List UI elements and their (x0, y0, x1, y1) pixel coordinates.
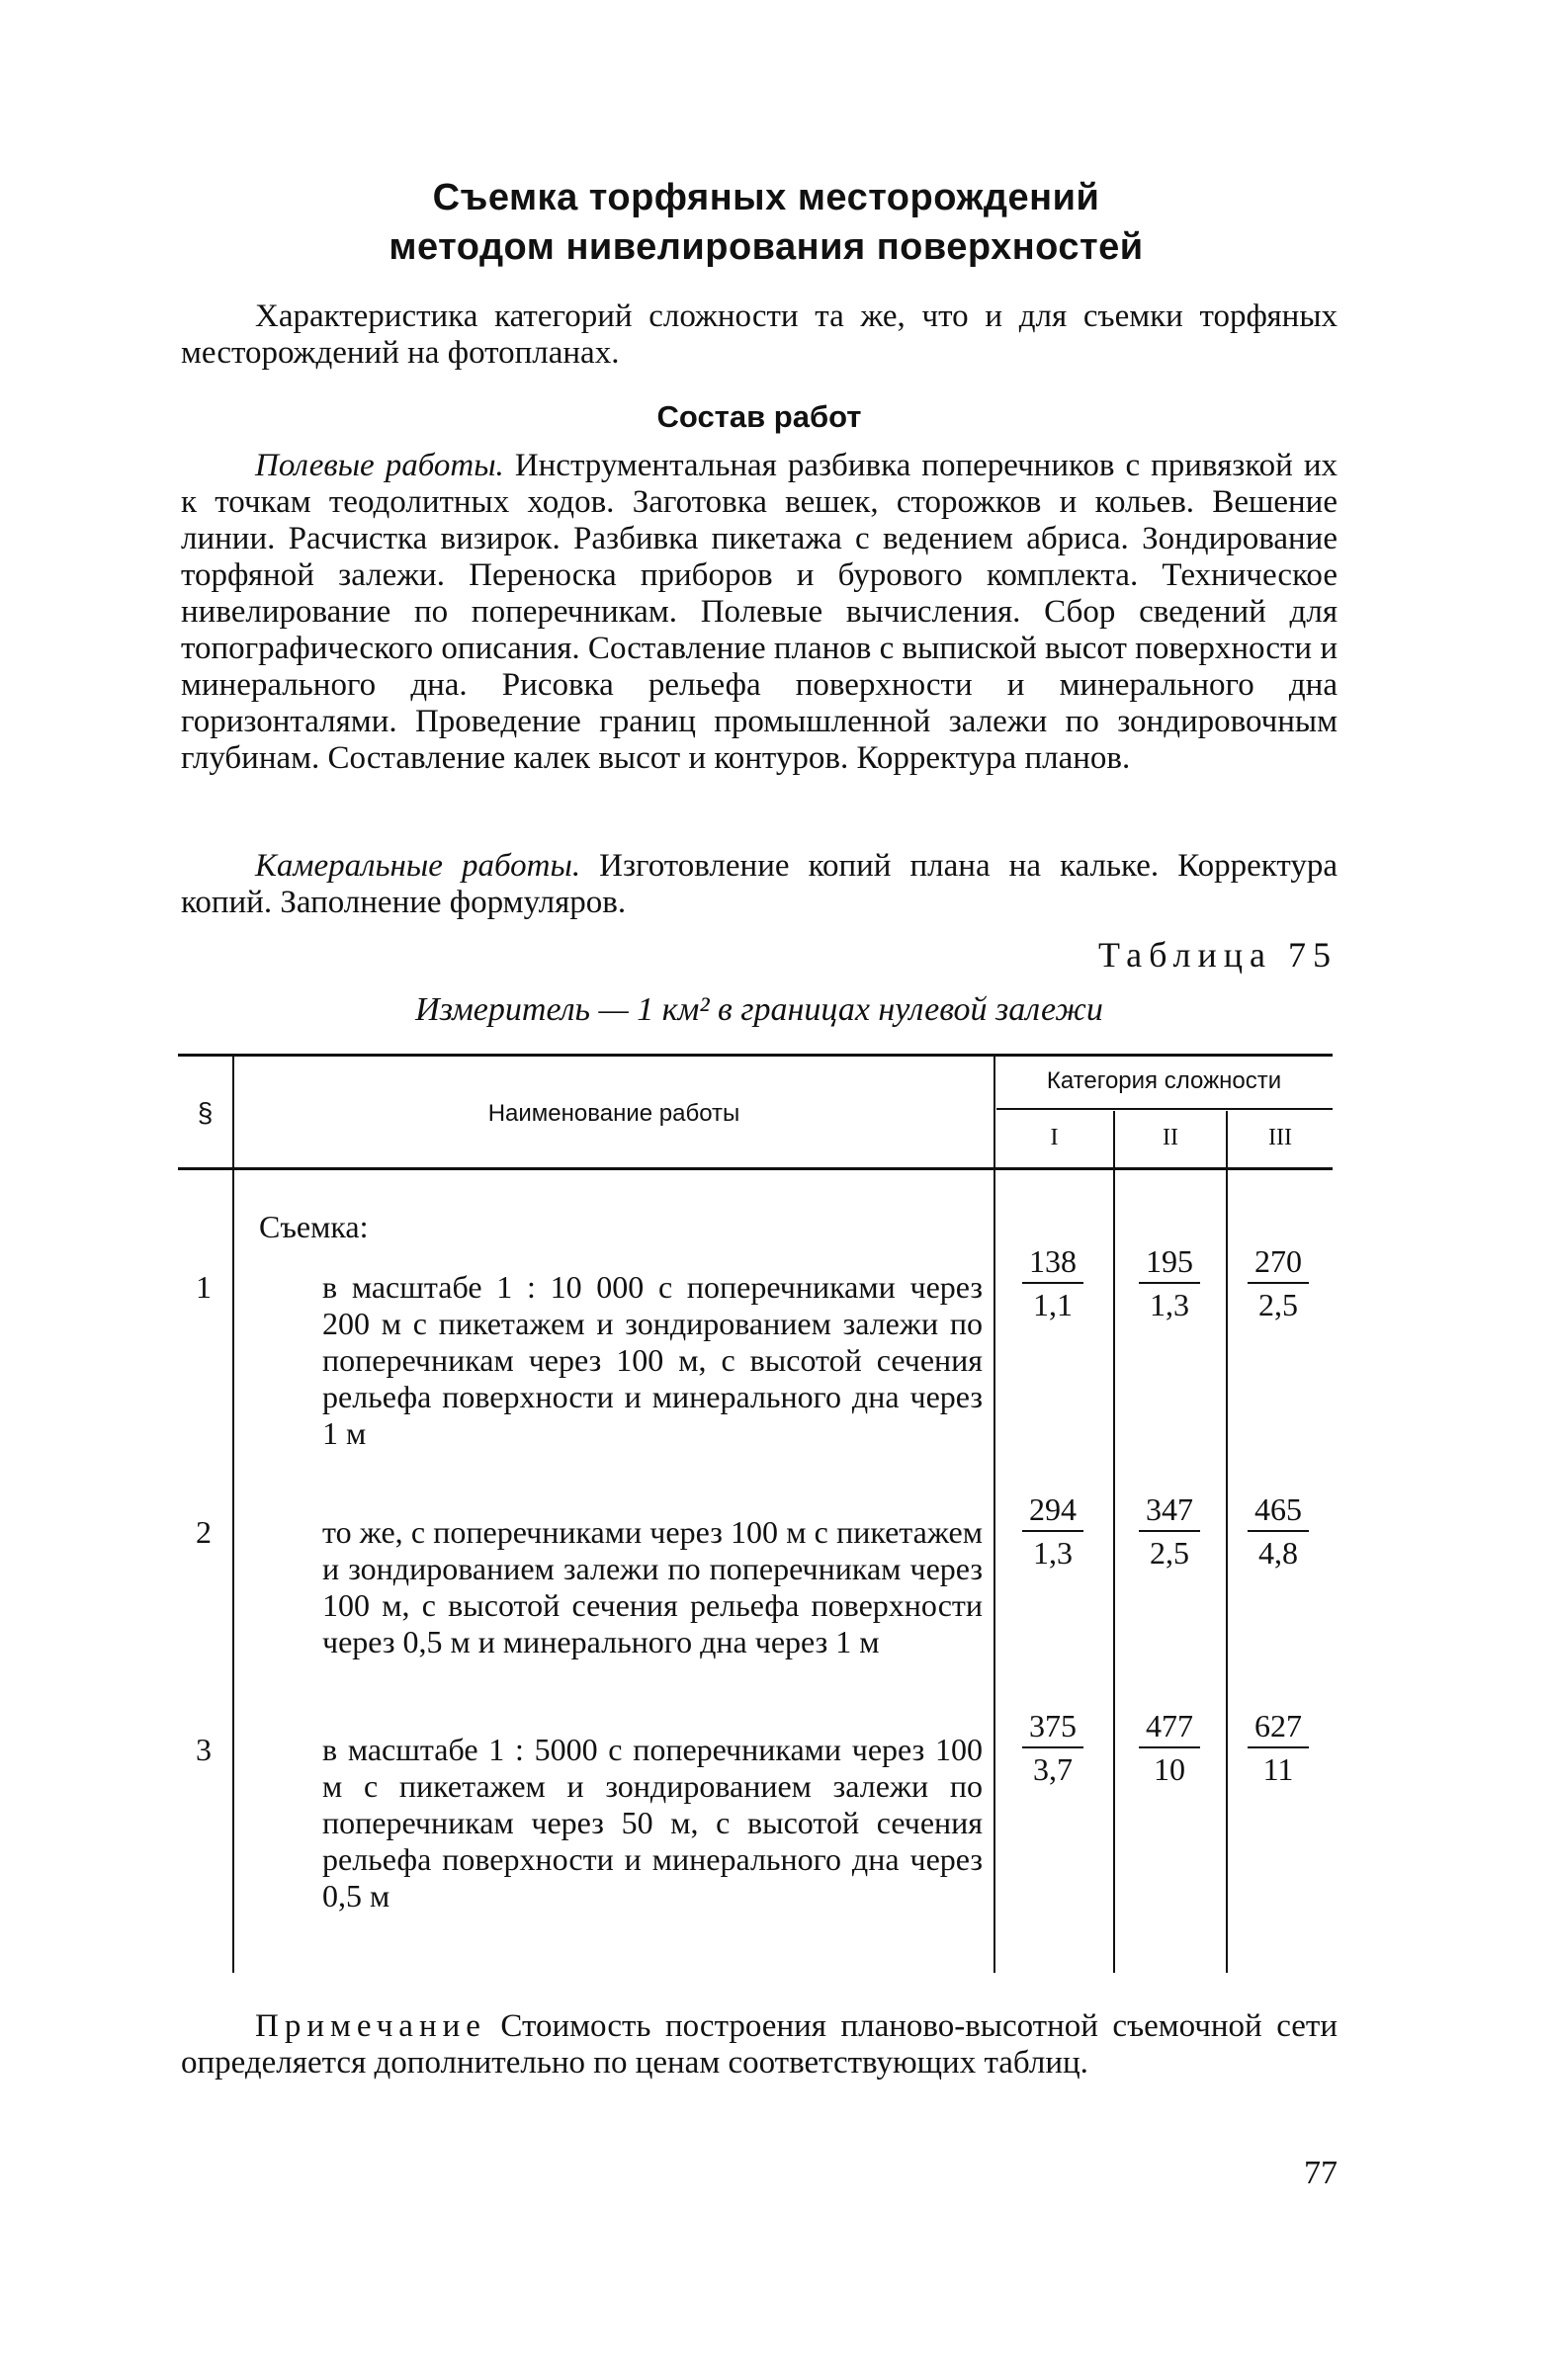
column-divider-2 (993, 1054, 995, 1973)
row-text: то же, с поперечниками через 100 м с пикетажем и зондированием залежи по поперечникам через 100 м, с высотой сечения рельефа поверхности через 0,5 м и минерального дна через 1 м (322, 1514, 983, 1659)
office-works-label: Камеральные работы. (255, 848, 581, 884)
header-category-i: I (1050, 1125, 1059, 1150)
value-cell: 270 2,5 (1236, 1240, 1321, 1325)
field-works-text: Инструментальная разбивка поперечников с привязкой их к точкам теодолитных ходов. Заготовка вешек, сторожков и кольев. Вешение линии. Расчистка визирок. Разбивка пикетажа с ведением абриса. Зондирование торфяной залежи. Переноска приборов и бурового комплекта. Техническое нивелирование по поперечникам. Полевые вычисления. Сбор сведений для топографического описания. Составление планов с выпиской высот поверхности и минерального дна. Рисовка рельефа поверхности и минерального дна горизонталями. Проведение границ промышленной залежи по зондировочным глубинам. Составление калек высот и контуров. Корректура планов. (181, 448, 1338, 776)
column-divider-3 (1113, 1111, 1115, 1973)
office-works-text: Изготовление копий плана на кальке. Корректура копий. Заполнение формуляров. (181, 848, 1338, 920)
header-category: Категория сложности (1046, 1067, 1282, 1094)
row-text: в масштабе 1 : 5000 с поперечниками через 100 м с пикетажем и зондированием залежи по поперечникам через 50 м, с высотой сечения рельефа поверхности и минерального дна через 0,5 м (322, 1732, 983, 1913)
value-cell: 375 3,7 (1010, 1705, 1095, 1790)
page-title (178, 173, 1354, 272)
value-cell: 477 10 (1127, 1705, 1212, 1790)
value-cell: 627 11 (1236, 1705, 1321, 1790)
column-divider-1 (232, 1054, 234, 1973)
header-work-name: Наименование работы (487, 1100, 740, 1127)
intro-paragraph: Характеристика категорий сложности та же, что и для съемки торфяных месторождений на фотопланах. (181, 298, 1338, 371)
title-line-1: Съемка торфяных месторождений (432, 177, 1100, 218)
table-label: Таблица 75 (1098, 935, 1338, 975)
office-works-paragraph (181, 848, 1338, 921)
value-cell: 294 1,3 (1010, 1488, 1095, 1573)
section-heading: Состав работ (656, 399, 862, 434)
header-bottom-rule (178, 1167, 1333, 1170)
header-section-sign: § (197, 1097, 214, 1128)
table-measure-unit: Измеритель — 1 км² в границах нулевой залежи (415, 991, 1103, 1028)
field-works-label: Полевые работы. (255, 448, 504, 483)
row-number: 1 (196, 1269, 212, 1305)
value-cell: 465 4,8 (1236, 1488, 1321, 1573)
page-number: 77 (1304, 2155, 1338, 2191)
field-works-paragraph (181, 448, 1338, 777)
note-paragraph (181, 2008, 1338, 2082)
value-cell: 195 1,3 (1127, 1240, 1212, 1325)
header-category-ii: II (1163, 1125, 1178, 1150)
note-text: Стоимость построения планово-высотной съемочной сети определяется дополнительно по ценам соответствующих таблиц. (181, 2008, 1338, 2081)
category-header-rule (996, 1108, 1333, 1110)
group-label: Съемка: (259, 1209, 369, 1244)
row-number: 3 (196, 1732, 212, 1767)
table-top-rule (178, 1054, 1333, 1057)
row-number: 2 (196, 1514, 212, 1550)
column-divider-4 (1226, 1111, 1228, 1973)
row-text: в масштабе 1 : 10 000 с поперечниками через 200 м с пикетажем и зондированием залежи по поперечникам через 100 м, с высотой сечения рельефа поверхности и минерального дна через 1 м (322, 1269, 983, 1451)
value-cell: 138 1,1 (1010, 1240, 1095, 1325)
header-category-iii: III (1268, 1125, 1292, 1150)
title-line-2: методом нивелирования поверхностей (389, 226, 1144, 268)
note-label: Примечание (255, 2008, 486, 2044)
value-cell: 347 2,5 (1127, 1488, 1212, 1573)
